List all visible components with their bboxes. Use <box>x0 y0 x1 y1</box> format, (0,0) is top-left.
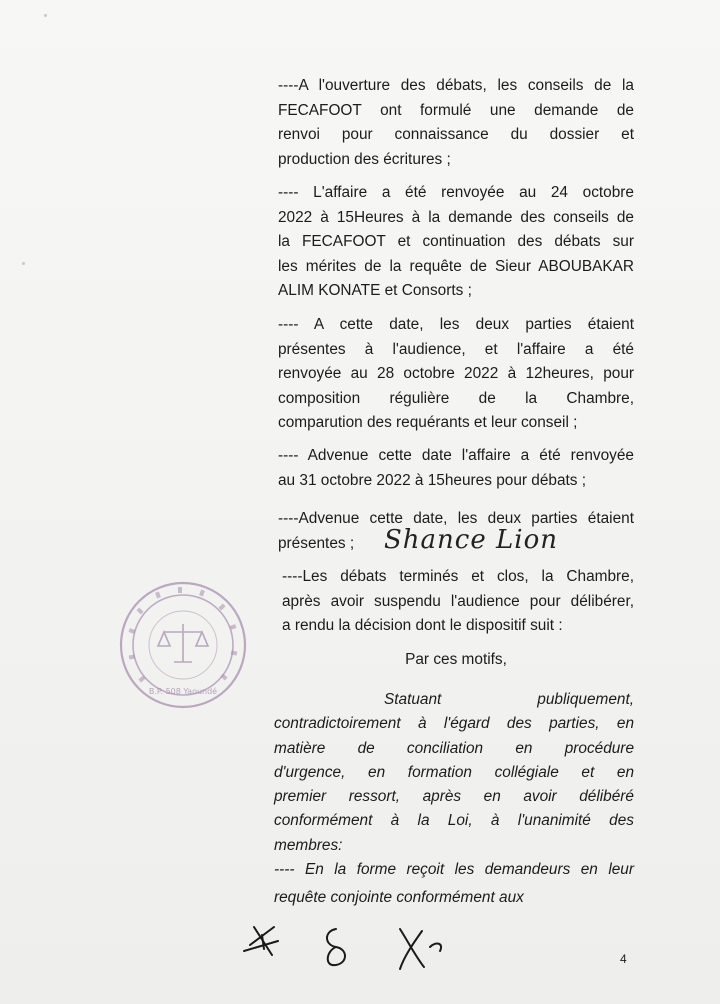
text-line: d'urgence, en formation collégiale et en <box>274 763 634 781</box>
text-line: ----Les débats terminés et clos, la Chambre, <box>282 568 634 585</box>
text-line: composition régulière de la Chambre, <box>278 389 634 407</box>
text-line: ---- A cette date, les deux parties étaient <box>278 316 634 333</box>
paper-speck <box>22 262 25 265</box>
text-line: ALIM KONATE et Consorts ; <box>278 282 472 299</box>
text-line: Statuant publiquement, <box>384 691 634 708</box>
text-line: la FECAFOOT et continuation des débats sur <box>278 233 634 250</box>
decision-paragraph <box>274 688 634 911</box>
motifs-heading: Par ces motifs, <box>405 651 507 668</box>
text-line: a rendu la décision dont le dispositif suit : <box>282 617 563 634</box>
text-line: les mérites de la requête de Sieur ABOUBAKAR <box>278 257 634 275</box>
handwritten-signature: Shance Lion <box>384 525 558 555</box>
text-line: premier ressort, après en avoir délibéré <box>274 788 634 806</box>
text-line: contradictoirement à l'égard des parties, en <box>274 715 634 733</box>
paragraph-2 <box>278 181 634 304</box>
text-line: présentes à l'audience, et l'affaire a été <box>278 340 634 358</box>
text-line: renvoyée au 28 octobre 2022 à 12heures, pour <box>278 365 634 382</box>
text-line: ----A l'ouverture des débats, les conseils de la <box>278 77 634 94</box>
text-line: présentes ; <box>278 534 355 552</box>
page-number: 4 <box>620 952 627 966</box>
paragraph-1 <box>278 74 634 172</box>
text-line: production des écritures ; <box>278 150 451 168</box>
text-line: membres: <box>274 836 343 854</box>
handwritten-initials <box>240 905 460 985</box>
text-line: matière de conciliation en procédure <box>274 739 634 757</box>
paper-speck <box>44 14 47 17</box>
text-line: après avoir suspendu l'audience pour délibérer, <box>282 592 634 610</box>
paragraph-3 <box>278 313 634 436</box>
scales-of-justice-icon <box>158 624 208 662</box>
svg-text:B.P. 508 Yaoundé: B.P. 508 Yaoundé <box>148 687 218 696</box>
text-line: FECAFOOT ont formulé une demande de <box>278 101 634 119</box>
text-line: comparution des requérants et leur conseil ; <box>278 414 578 431</box>
paragraph-4 <box>278 444 634 493</box>
text-line: 2022 à 15Heures à la demande des conseils de <box>278 208 634 226</box>
paragraph-6 <box>282 565 634 639</box>
text-line: ----Advenue cette date, les deux parties étaient <box>278 510 634 527</box>
text-line: ---- L'affaire a été renvoyée au 24 octobre <box>278 184 634 201</box>
text-line: requête conjointe conformément aux <box>274 889 524 907</box>
official-stamp <box>118 580 248 710</box>
text-line: au 31 octobre 2022 à 15heures pour débats ; <box>278 471 587 489</box>
text-line: conformément à la Loi, à l'unanimité des <box>274 812 634 830</box>
text-line: ---- Advenue cette date l'affaire a été renvoyée <box>278 447 634 464</box>
text-line: ---- En la forme reçoit les demandeurs en leur <box>274 861 634 879</box>
text-line: renvoi pour connaissance du dossier et <box>278 126 634 143</box>
